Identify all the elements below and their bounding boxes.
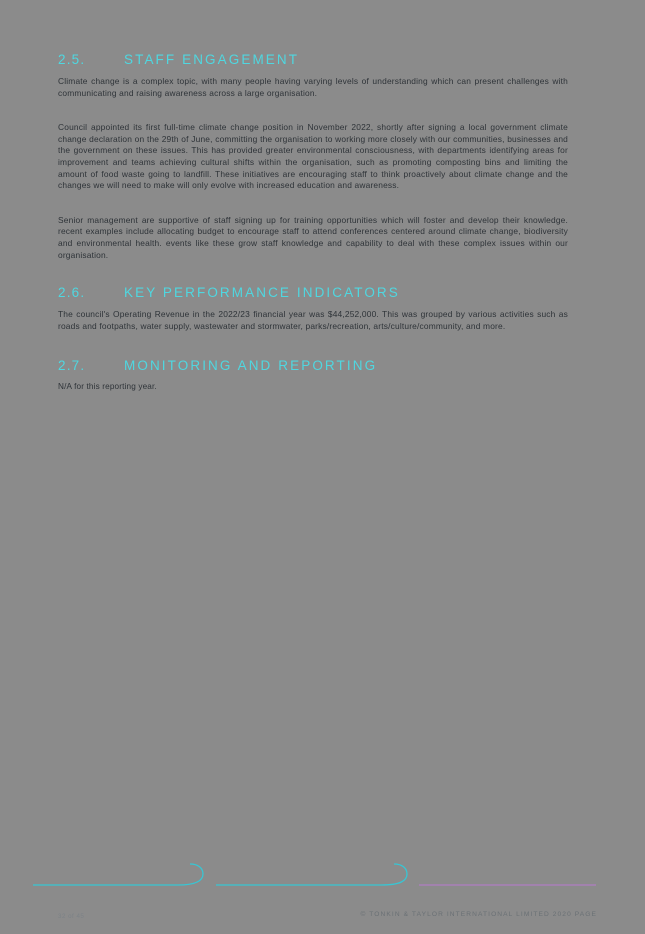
spacer bbox=[58, 267, 568, 285]
paragraph: N/A for this reporting year. bbox=[58, 382, 157, 392]
section-heading bbox=[58, 358, 568, 373]
spacer bbox=[58, 107, 568, 122]
section-number: 2.7. bbox=[58, 358, 86, 374]
footer-copyright: © TONKIN & TAYLOR INTERNATIONAL LIMITED 2020 PAGE bbox=[360, 911, 597, 918]
section-number: 2.5. bbox=[58, 52, 86, 67]
paragraph: Senior management are supportive of staff signing up for training opportunities which will foster and develop their knowledge. recent examples include allocating budget to encourage staff to attend conferences centered around climate change, biodiversity and environmental health. events like these grow staff knowledge and capability to deal with these complex issues within our organisation. bbox=[58, 214, 568, 260]
section-title: MONITORING AND REPORTING bbox=[124, 358, 378, 374]
section-heading bbox=[58, 52, 568, 67]
paragraph: The council's Operating Revenue in the 2022/23 financial year was $44,252,000. This was grouped by various activities such as roads and footpaths, water supply, wastewater and stormwater, parks/recreation, arts/culture/community, and more. bbox=[58, 309, 568, 331]
section-title: STAFF ENGAGEMENT bbox=[124, 52, 300, 67]
section-heading bbox=[58, 285, 568, 300]
section-number: 2.6. bbox=[58, 285, 86, 301]
page-footer bbox=[0, 905, 645, 927]
spacer bbox=[58, 200, 568, 215]
footer-decoration bbox=[0, 862, 645, 902]
footer-swoosh-icon bbox=[0, 862, 645, 902]
section-monitoring-and-reporting bbox=[58, 358, 568, 391]
section-key-performance-indicators bbox=[58, 285, 568, 332]
page-content bbox=[58, 52, 568, 397]
footer-page-number: 32 of 45 bbox=[58, 913, 85, 920]
paragraph: Climate change is a complex topic, with many people having varying levels of understanding which can present challenges with communicating and raising awareness across a large organisation. bbox=[58, 76, 568, 98]
spacer bbox=[58, 338, 568, 358]
section-title: KEY PERFORMANCE INDICATORS bbox=[124, 285, 400, 301]
section-staff-engagement bbox=[58, 52, 568, 261]
paragraph: Council appointed its first full-time climate change position in November 2022, shortly after signing a local government climate change declaration on the 29th of June, committing the organisation to working more closely with our communities, businesses and the government on these issues. This has provided greater environmental consciousness, with departments identifying areas for improvement and teams achieving cultural shifts within the organisation, such as promoting composting bins and limiting the amount of food waste going to landfill. These initiatives are encouraging staff to think proactively about climate change and the changes we will need to make will only evolve with increased education and awareness. bbox=[58, 122, 568, 191]
